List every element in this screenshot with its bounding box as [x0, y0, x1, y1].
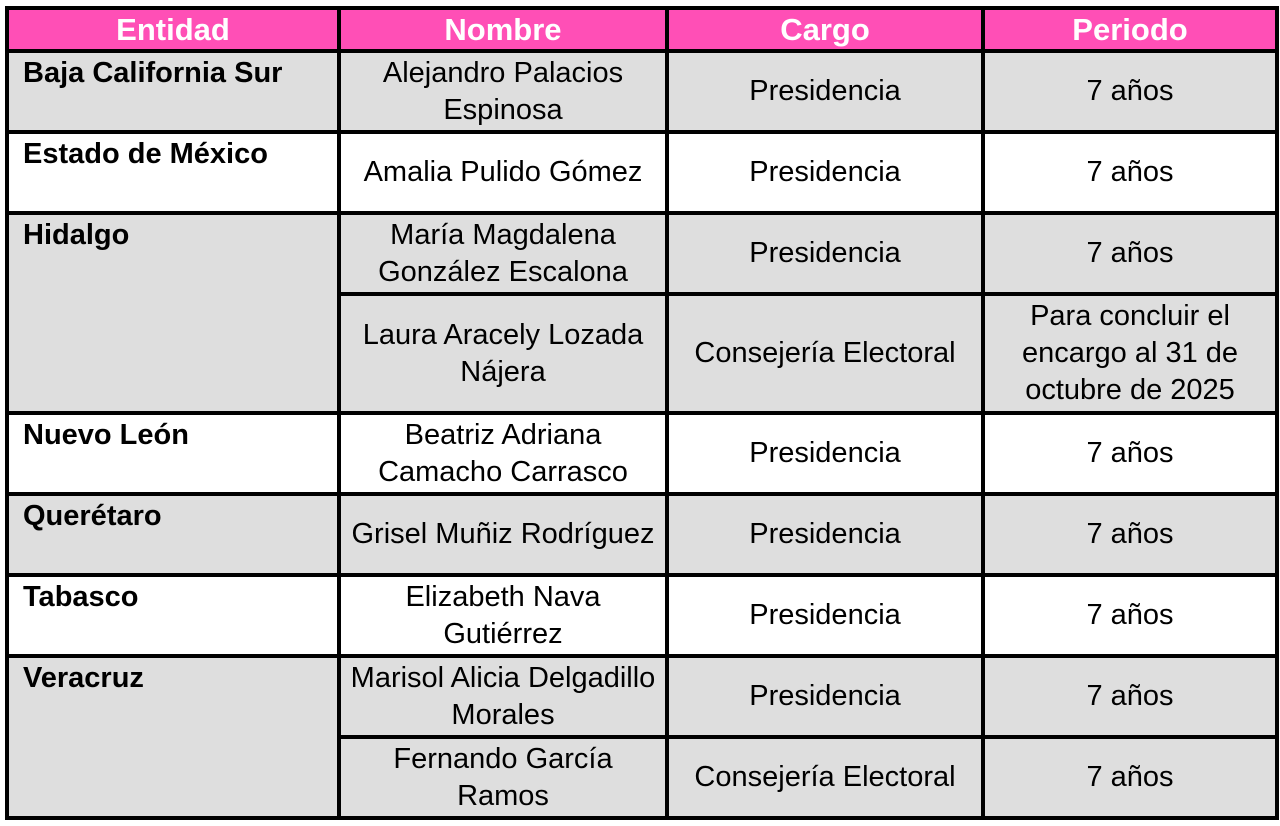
entidad-cell: Baja California Sur: [7, 51, 339, 132]
cargo-cell: [667, 575, 983, 656]
periodo-cell: [983, 294, 1277, 413]
header-cargo: Cargo: [667, 8, 983, 51]
periodo-text: 7 años: [1086, 437, 1174, 469]
nombre-text: María Magdalena González Escalona: [378, 218, 628, 288]
nombre-text: Elizabeth Nava Gutiérrez: [405, 580, 601, 650]
cargo-cell: [667, 413, 983, 494]
table-body: [7, 51, 1277, 818]
cargo-text: Presidencia: [749, 680, 901, 712]
entidad-cell: Veracruz: [7, 656, 339, 818]
periodo-cell: [983, 575, 1277, 656]
table-row: [7, 51, 1277, 132]
nombre-cell: [339, 294, 667, 413]
cargo-cell: [667, 656, 983, 737]
periodo-cell: [983, 413, 1277, 494]
table-row: [7, 132, 1277, 213]
cargo-text: Presidencia: [749, 518, 901, 550]
cargo-cell: [667, 294, 983, 413]
periodo-text: 7 años: [1086, 599, 1174, 631]
periodo-text: 7 años: [1086, 75, 1174, 107]
table-row: [7, 656, 1277, 737]
cargo-cell: [667, 737, 983, 818]
cargo-text: Presidencia: [749, 75, 901, 107]
entidad-cell: Querétaro: [7, 494, 339, 575]
nombre-text: Amalia Pulido Gómez: [363, 156, 643, 188]
periodo-cell: [983, 132, 1277, 213]
nombre-cell: [339, 656, 667, 737]
periodo-cell: [983, 51, 1277, 132]
nombre-text: Laura Aracely Lozada Nájera: [362, 318, 644, 388]
header-nombre: Nombre: [339, 8, 667, 51]
periodo-text: Para concluir el encargo al 31 de octubre de 2025: [1021, 300, 1239, 406]
table-row: [7, 213, 1277, 294]
entidad-cell: Nuevo León: [7, 413, 339, 494]
periodo-cell: [983, 737, 1277, 818]
cargo-cell: [667, 494, 983, 575]
cargo-text: Presidencia: [749, 599, 901, 631]
nombre-cell: [339, 494, 667, 575]
nombre-text: Marisol Alicia Delgadillo Morales: [350, 661, 656, 731]
periodo-cell: [983, 213, 1277, 294]
cargo-text: Presidencia: [749, 237, 901, 269]
table-row: [7, 494, 1277, 575]
nombre-text: Fernando García Ramos: [393, 742, 613, 812]
periodo-cell: [983, 494, 1277, 575]
nombre-cell: [339, 575, 667, 656]
periodo-text: 7 años: [1086, 518, 1174, 550]
periodo-text: 7 años: [1086, 156, 1174, 188]
cargo-cell: [667, 132, 983, 213]
appointments-table: [5, 6, 1279, 820]
header-periodo: Periodo: [983, 8, 1277, 51]
entidad-cell: Estado de México: [7, 132, 339, 213]
nombre-text: Alejandro Palacios Espinosa: [382, 56, 624, 126]
table-row: [7, 575, 1277, 656]
table-row: [7, 413, 1277, 494]
cargo-text: Consejería Electoral: [694, 761, 956, 793]
entidad-cell: Hidalgo: [7, 213, 339, 413]
table-header: [7, 8, 1277, 51]
nombre-cell: [339, 213, 667, 294]
cargo-text: Consejería Electoral: [694, 337, 956, 369]
nombre-cell: [339, 132, 667, 213]
periodo-text: 7 años: [1086, 761, 1174, 793]
header-entidad: Entidad: [7, 8, 339, 51]
cargo-text: Presidencia: [749, 437, 901, 469]
header-row: [7, 8, 1277, 51]
periodo-text: 7 años: [1086, 237, 1174, 269]
nombre-cell: [339, 737, 667, 818]
nombre-text: Grisel Muñiz Rodríguez: [351, 518, 655, 550]
periodo-cell: [983, 656, 1277, 737]
nombre-cell: [339, 413, 667, 494]
cargo-text: Presidencia: [749, 156, 901, 188]
periodo-text: 7 años: [1086, 680, 1174, 712]
nombre-cell: [339, 51, 667, 132]
entidad-cell: Tabasco: [7, 575, 339, 656]
cargo-cell: [667, 51, 983, 132]
nombre-text: Beatriz Adriana Camacho Carrasco: [378, 418, 628, 488]
cargo-cell: [667, 213, 983, 294]
